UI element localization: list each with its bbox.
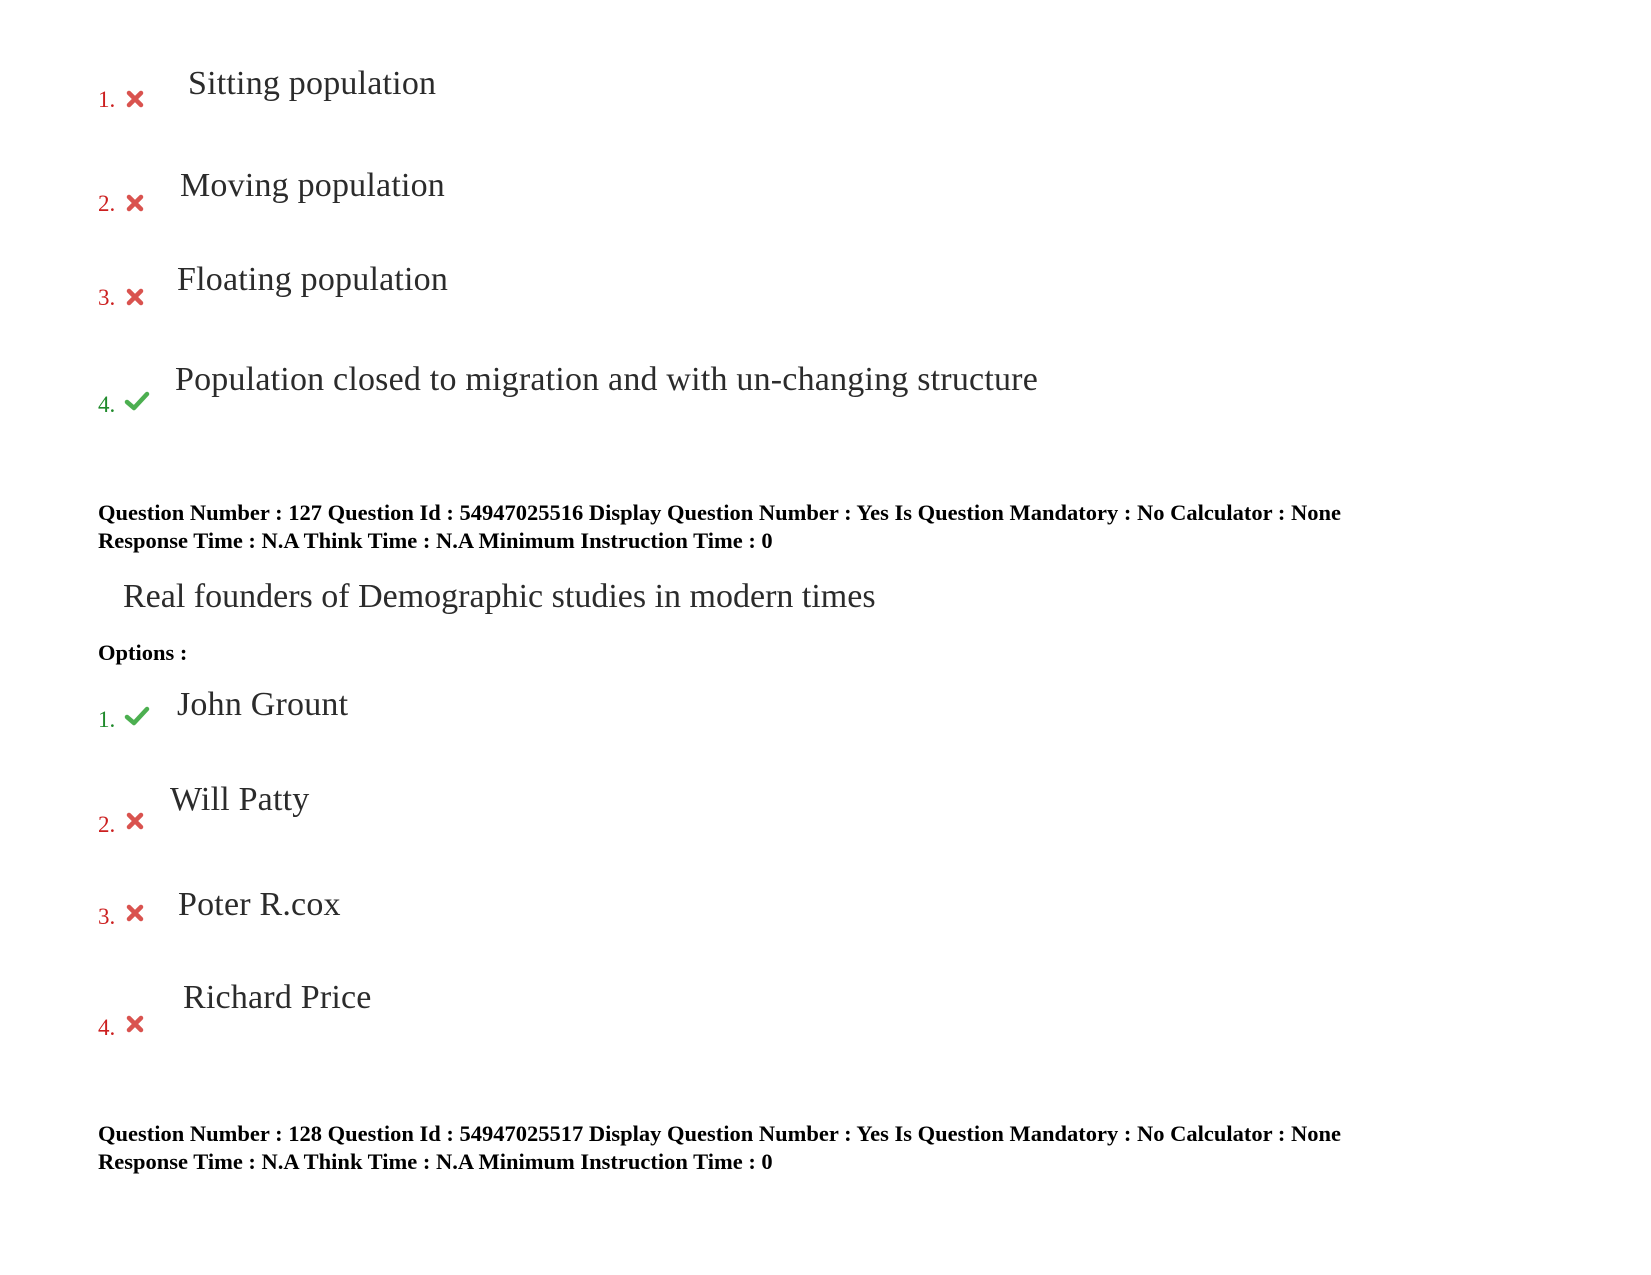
option-text: Richard Price [183,979,372,1016]
option-text: Sitting population [188,65,437,102]
question-meta-line-2: Response Time : N.A Think Time : N.A Minimum Instruction Time : 0 [98,1149,773,1174]
option-text: John Grount [177,686,349,723]
cross-icon [124,1013,146,1035]
option-number: 4. [98,392,116,417]
option-number: 2. [98,812,116,837]
question-meta-line-1: Question Number : 128 Question Id : 54947025517 Display Question Number : Yes Is Question Mandatory : No Calculator : None [98,1121,1341,1146]
question-meta-line-2: Response Time : N.A Think Time : N.A Minimum Instruction Time : 0 [98,528,773,553]
cross-icon [124,192,146,214]
question-meta-line-1: Question Number : 127 Question Id : 54947025516 Display Question Number : Yes Is Question Mandatory : No Calculator : None [98,500,1341,525]
option-text: Poter R.cox [178,886,341,923]
option-number: 1. [98,707,116,732]
check-icon [124,705,150,727]
cross-icon [124,88,146,110]
option-number: 1. [98,87,116,112]
option-number: 3. [98,285,116,310]
option-text: Floating population [177,261,449,298]
cross-icon [124,902,146,924]
option-text: Moving population [180,167,446,204]
cross-icon [124,810,146,832]
option-number: 2. [98,191,116,216]
option-text: Population closed to migration and with un-changing structure [175,361,1038,398]
option-number: 4. [98,1015,116,1040]
cross-icon [124,286,146,308]
options-label: Options : [98,640,188,665]
check-icon [124,390,150,412]
question-text: Real founders of Demographic studies in modern times [123,578,876,615]
option-number: 3. [98,904,116,929]
option-text: Will Patty [170,781,310,818]
